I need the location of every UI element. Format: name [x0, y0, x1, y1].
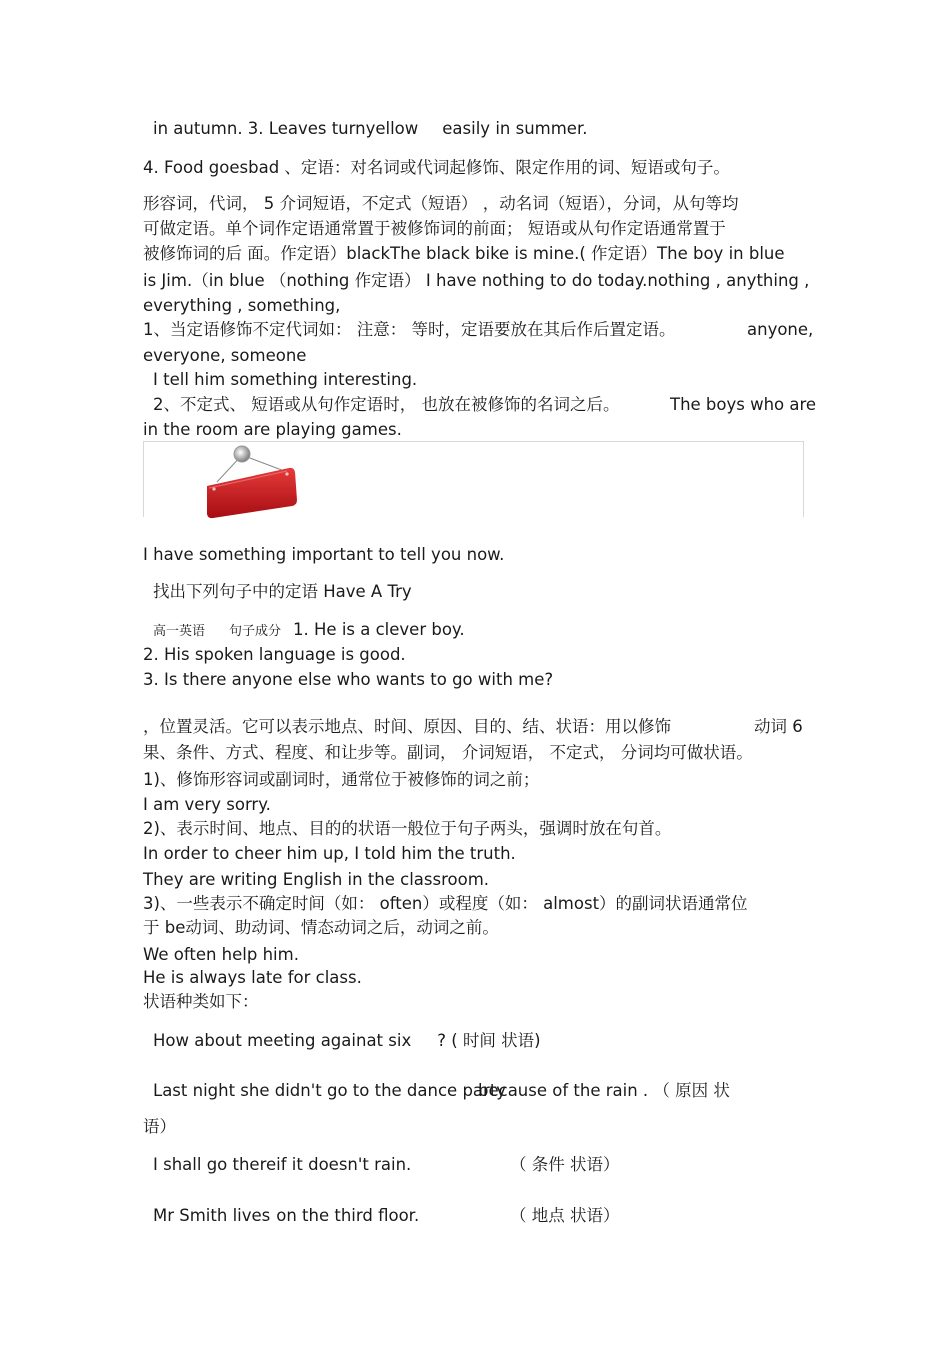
text-span: 4. Food goes: [143, 158, 249, 177]
text-line: 语）: [143, 1117, 176, 1136]
text-line: I have something important to tell you now.: [143, 545, 505, 564]
text-span: I shall go there: [153, 1155, 277, 1174]
text-line: 2、不定式、 短语或从句作定语时， 也放在被修饰的名词之后。: [153, 395, 620, 414]
text-line: 2)、表示时间、地点、目的的状语一般位于句子两头，强调时放在句首。: [143, 819, 672, 838]
text-line: （ 地点 状语）: [510, 1206, 620, 1225]
text-line: Last night she didn't go to the dance party: [153, 1081, 507, 1100]
text-line: He is always late for class.: [143, 968, 362, 987]
image-frame: [143, 441, 804, 517]
text-line: （ 条件 状语）: [510, 1155, 620, 1174]
text-span: Mr Smith lives: [153, 1206, 271, 1225]
text-line: because of the rain . （ 原因 状: [478, 1081, 730, 1100]
text-line: I tell him something interesting.: [153, 370, 418, 389]
text-span: easily in summer.: [442, 119, 588, 138]
text-line: 于 be动词、助动词、情态动词之后，动词之前。: [143, 918, 499, 937]
text-span: 1. He is a clever boy.: [293, 620, 465, 639]
text-line: 果、条件、方式、程度、和让步等。副词， 介词短语， 不定式， 分词均可做状语。: [143, 743, 753, 762]
text-line: [153, 619, 465, 643]
text-line: 3. Is there anyone else who wants to go with me?: [143, 670, 554, 689]
text-span: ? ( 时间 状语): [437, 1031, 541, 1050]
text-line: [143, 319, 676, 341]
text-line: 形容词，代词， 5 介词短语，不定式（短语） ，动名词（短语），分词，从句等均: [143, 194, 739, 213]
text-line: 2. His spoken language is good.: [143, 645, 406, 664]
text-line: 状语种类如下：: [143, 992, 259, 1011]
text-line: in the room are playing games.: [143, 420, 402, 439]
text-line: In order to cheer him up, I told him the truth.: [143, 844, 516, 863]
text-line: 3)、一些表示不确定时间（如： often）或程度（如： almost）的副词状语通常位: [143, 894, 748, 913]
text-span: 句子成分: [229, 624, 282, 639]
text-line: 可做定语。单个词作定语通常置于被修饰词的前面； 短语或从句作定语通常置于: [143, 219, 726, 238]
text-span: 高一英语: [153, 624, 206, 639]
text-span: at six: [366, 1031, 412, 1050]
text-span: 1、当定语修饰不定代词如： 注意： 等时，定语要放在其后作后置定语。: [143, 320, 676, 339]
text-line: [143, 157, 730, 179]
text-line: 找出下列句子中的定语 Have A Try: [153, 582, 412, 601]
text-span: yellow: [365, 119, 419, 138]
text-span: if it doesn't rain.: [276, 1155, 412, 1174]
text-span: in autumn. 3. Leaves turn: [153, 119, 366, 138]
text-line: 1)、修饰形容词或副词时，通常位于被修饰的词之前；: [143, 770, 540, 789]
text-line: I am very sorry.: [143, 795, 271, 814]
text-line: We often help him.: [143, 945, 299, 964]
text-span: on the third floor.: [276, 1206, 420, 1225]
text-line: 被修饰词的后 面。作定语）blackThe black bike is mine.( 作定语）The boy in blue: [143, 244, 785, 263]
text-line: 动词 6: [754, 717, 803, 736]
red-sign-image: [199, 442, 309, 522]
text-line: [153, 118, 587, 140]
text-span: How about meeting again: [153, 1031, 367, 1050]
text-line: [153, 1205, 419, 1227]
text-line: They are writing English in the classroom.: [143, 870, 490, 889]
text-line: The boys who are: [670, 395, 817, 414]
text-line: everything , something,: [143, 296, 341, 315]
text-line: [153, 1030, 541, 1052]
text-line: everyone, someone: [143, 346, 307, 365]
text-line: anyone,: [747, 320, 814, 339]
text-line: is Jim.（in blue （nothing 作定语） I have nothing to do today.nothing , anything ,: [143, 271, 810, 290]
text-line: ，位置灵活。它可以表示地点、时间、原因、目的、结、状语：用以修饰: [143, 717, 671, 736]
text-span: bad 、定语：对名词或代词起修饰、限定作用的词、短语或句子。: [248, 158, 730, 177]
text-line: [153, 1154, 411, 1176]
